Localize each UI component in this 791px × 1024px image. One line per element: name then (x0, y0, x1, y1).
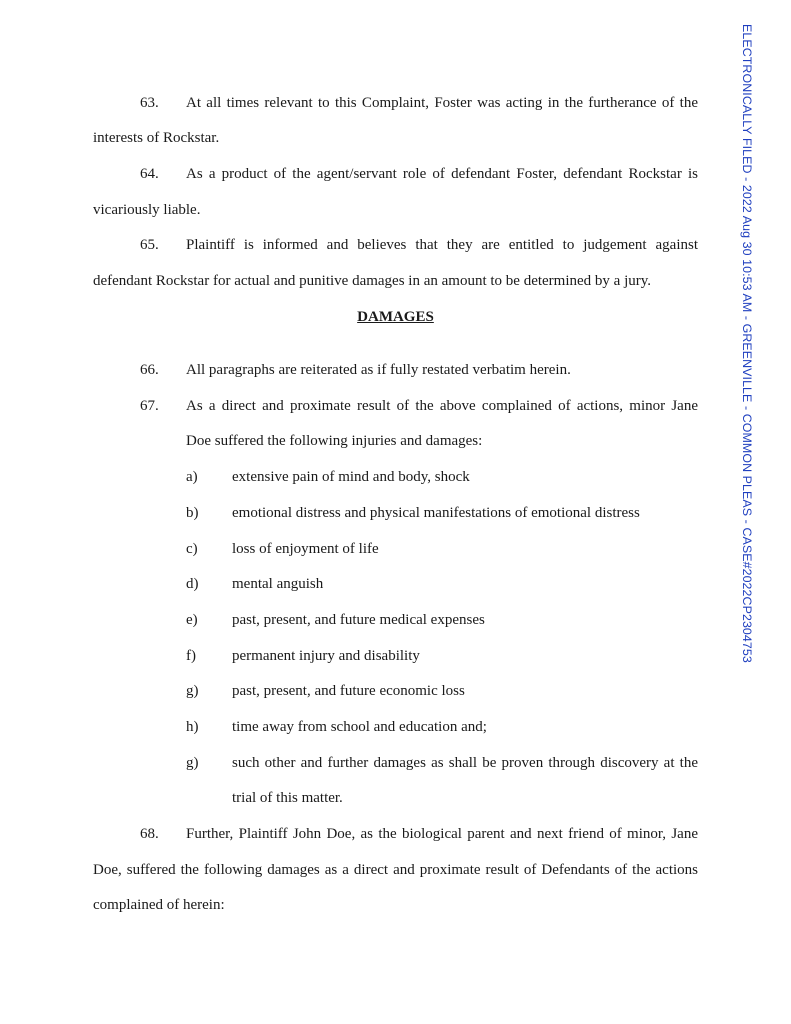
section-heading: DAMAGES (357, 309, 434, 325)
list-item-letter: d) (186, 576, 199, 592)
list-item-letter: g) (186, 755, 199, 771)
list-item-letter: h) (186, 719, 199, 735)
paragraph-text: At all times relevant to this Complaint, Foster was acting in the furtherance of the (186, 95, 698, 111)
paragraph-text: As a product of the agent/servant role of defendant Foster, defendant Rockstar is (186, 166, 698, 182)
paragraph-number: 65. (140, 237, 159, 253)
list-item-letter: f) (186, 648, 196, 664)
list-item-text: loss of enjoyment of life (232, 541, 379, 557)
paragraph-text: defendant Rockstar for actual and punitive damages in an amount to be determined by a jury. (93, 273, 652, 289)
paragraph-text: Doe, suffered the following damages as a direct and proximate result of Defendants of the actions (93, 862, 698, 878)
paragraph-text: interests of Rockstar. (93, 130, 220, 146)
list-item-text: past, present, and future medical expenses (232, 612, 485, 628)
list-item-letter: b) (186, 505, 199, 521)
paragraph-text: Further, Plaintiff John Doe, as the biological parent and next friend of minor, Jane (186, 826, 698, 842)
paragraph-number: 66. (140, 362, 159, 378)
list-item-letter: c) (186, 541, 198, 557)
list-item-text: such other and further damages as shall be proven through discovery at the (232, 755, 698, 771)
list-item-text: time away from school and education and; (232, 719, 487, 735)
paragraph-text: vicariously liable. (93, 202, 201, 218)
list-item-text: emotional distress and physical manifestations of emotional distress (232, 505, 640, 521)
list-item-letter: g) (186, 683, 199, 699)
paragraph-number: 63. (140, 95, 159, 111)
list-item-text: mental anguish (232, 576, 324, 592)
paragraph-number: 64. (140, 166, 159, 182)
list-item-letter: e) (186, 612, 198, 628)
paragraph-text: All paragraphs are reiterated as if fully restated verbatim herein. (186, 362, 571, 378)
list-item-letter: a) (186, 469, 198, 485)
electronic-filing-stamp: ELECTRONICALLY FILED - 2022 Aug 30 10:53 AM - GREENVILLE - COMMON PLEAS - CASE#2022CP2304753 (740, 24, 754, 663)
paragraph-text: Doe suffered the following injuries and damages: (186, 433, 483, 449)
list-item-text: past, present, and future economic loss (232, 683, 465, 699)
paragraph-text: Plaintiff is informed and believes that they are entitled to judgement against (186, 237, 698, 253)
list-item-text: trial of this matter. (232, 790, 343, 806)
paragraph-number: 68. (140, 826, 159, 842)
list-item-text: extensive pain of mind and body, shock (232, 469, 470, 485)
paragraph-text: As a direct and proximate result of the above complained of actions, minor Jane (186, 398, 698, 414)
paragraph-number: 67. (140, 398, 159, 414)
paragraph-text: complained of herein: (93, 897, 225, 913)
list-item-text: permanent injury and disability (232, 648, 420, 664)
